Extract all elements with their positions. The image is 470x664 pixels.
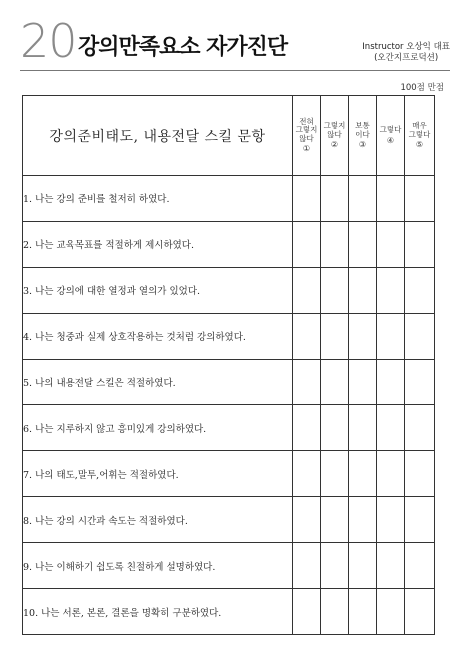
rating-cell[interactable] [321,497,349,543]
question-text: 5. 나의 내용전달 스킬은 적절하였다. [23,359,293,405]
rating-cell[interactable] [377,405,405,451]
scale-header-1 [293,96,321,176]
table-row [23,497,435,543]
scale-label: 그렇지 않다 [323,121,346,139]
rating-cell[interactable] [321,543,349,589]
rating-cell[interactable] [377,589,405,635]
rating-cell[interactable] [349,176,377,222]
self-diagnosis-table [22,95,435,635]
table-row [23,589,435,635]
scale-number: ④ [386,135,395,145]
scale-number: ② [330,140,339,149]
question-text: 2. 나는 교육목표를 적절하게 제시하였다. [23,221,293,267]
rating-cell[interactable] [405,313,435,359]
question-text: 1. 나는 강의 준비를 철저히 하였다. [23,176,293,222]
rating-cell[interactable] [321,221,349,267]
table-row [23,313,435,359]
rating-cell[interactable] [293,359,321,405]
rating-cell[interactable] [377,451,405,497]
rating-cell[interactable] [321,451,349,497]
rating-cell[interactable] [405,497,435,543]
instructor-name: Instructor 오상익 대표 [362,42,450,52]
rating-cell[interactable] [321,359,349,405]
rating-cell[interactable] [405,221,435,267]
rating-cell[interactable] [349,543,377,589]
rating-cell[interactable] [405,267,435,313]
scale-label: 전혀 그렇지 않다 [295,116,318,143]
rating-cell[interactable] [349,451,377,497]
rating-cell[interactable] [405,451,435,497]
rating-cell[interactable] [293,221,321,267]
rating-cell[interactable] [293,176,321,222]
scale-label: 매우 그렇다 [408,121,431,139]
section-number: 20 [20,14,77,68]
table-row [23,451,435,497]
table-row [23,405,435,451]
scale-header-2 [321,96,349,176]
rating-cell[interactable] [349,221,377,267]
rating-cell[interactable] [405,405,435,451]
rating-cell[interactable] [293,267,321,313]
instructor-info [362,42,450,64]
rating-cell[interactable] [377,221,405,267]
scale-header-4 [377,96,405,176]
page-header [0,0,470,80]
question-text: 8. 나는 강의 시간과 속도는 적절하였다. [23,497,293,543]
scale-number: ⑤ [415,140,424,149]
rating-cell[interactable] [349,313,377,359]
rating-cell[interactable] [377,543,405,589]
scale-header-5 [405,96,435,176]
rating-cell[interactable] [293,405,321,451]
question-text: 3. 나는 강의에 대한 열정과 열의가 있었다. [23,267,293,313]
rating-cell[interactable] [321,267,349,313]
rating-cell[interactable] [377,176,405,222]
rating-cell[interactable] [321,313,349,359]
table-row [23,176,435,222]
question-text: 10. 나는 서론, 본론, 결론을 명확히 구분하였다. [23,589,293,635]
rating-cell[interactable] [377,313,405,359]
rating-cell[interactable] [293,313,321,359]
rating-cell[interactable] [377,267,405,313]
score-note: 100점 만점 [400,83,444,93]
rating-cell[interactable] [293,497,321,543]
rating-cell[interactable] [349,405,377,451]
rating-cell[interactable] [349,267,377,313]
question-column-header: 강의준비태도, 내용전달 스킬 문항 [23,96,293,176]
scale-header-3 [349,96,377,176]
table-header-row [23,96,435,176]
rating-cell[interactable] [405,176,435,222]
rating-cell[interactable] [405,543,435,589]
scale-label: 보통 이다 [355,121,370,139]
rating-cell[interactable] [349,497,377,543]
question-text: 9. 나는 이해하기 쉽도록 친절하게 설명하였다. [23,543,293,589]
rating-cell[interactable] [321,589,349,635]
rating-cell[interactable] [293,451,321,497]
rating-cell[interactable] [349,589,377,635]
rating-cell[interactable] [377,497,405,543]
question-text: 7. 나의 태도,말투,어휘는 적절하였다. [23,451,293,497]
question-text: 6. 나는 지루하지 않고 흥미있게 강의하였다. [23,405,293,451]
rating-cell[interactable] [349,359,377,405]
rating-cell[interactable] [377,359,405,405]
scale-label: 그렇다 [379,125,402,135]
table-row [23,543,435,589]
instructor-company: (오간지프로덕션) [374,53,439,63]
question-text: 4. 나는 청중과 실제 상호작용하는 것처럼 강의하였다. [23,313,293,359]
header-divider [20,70,450,71]
rating-cell[interactable] [405,359,435,405]
page-title: 강의만족요소 자가진단 [78,35,288,60]
rating-cell[interactable] [321,405,349,451]
scale-number: ③ [358,140,367,149]
table-row [23,359,435,405]
table-row [23,221,435,267]
table-row [23,267,435,313]
scale-number: ① [302,144,311,154]
rating-cell[interactable] [293,589,321,635]
rating-cell[interactable] [405,589,435,635]
rating-cell[interactable] [321,176,349,222]
rating-cell[interactable] [293,543,321,589]
